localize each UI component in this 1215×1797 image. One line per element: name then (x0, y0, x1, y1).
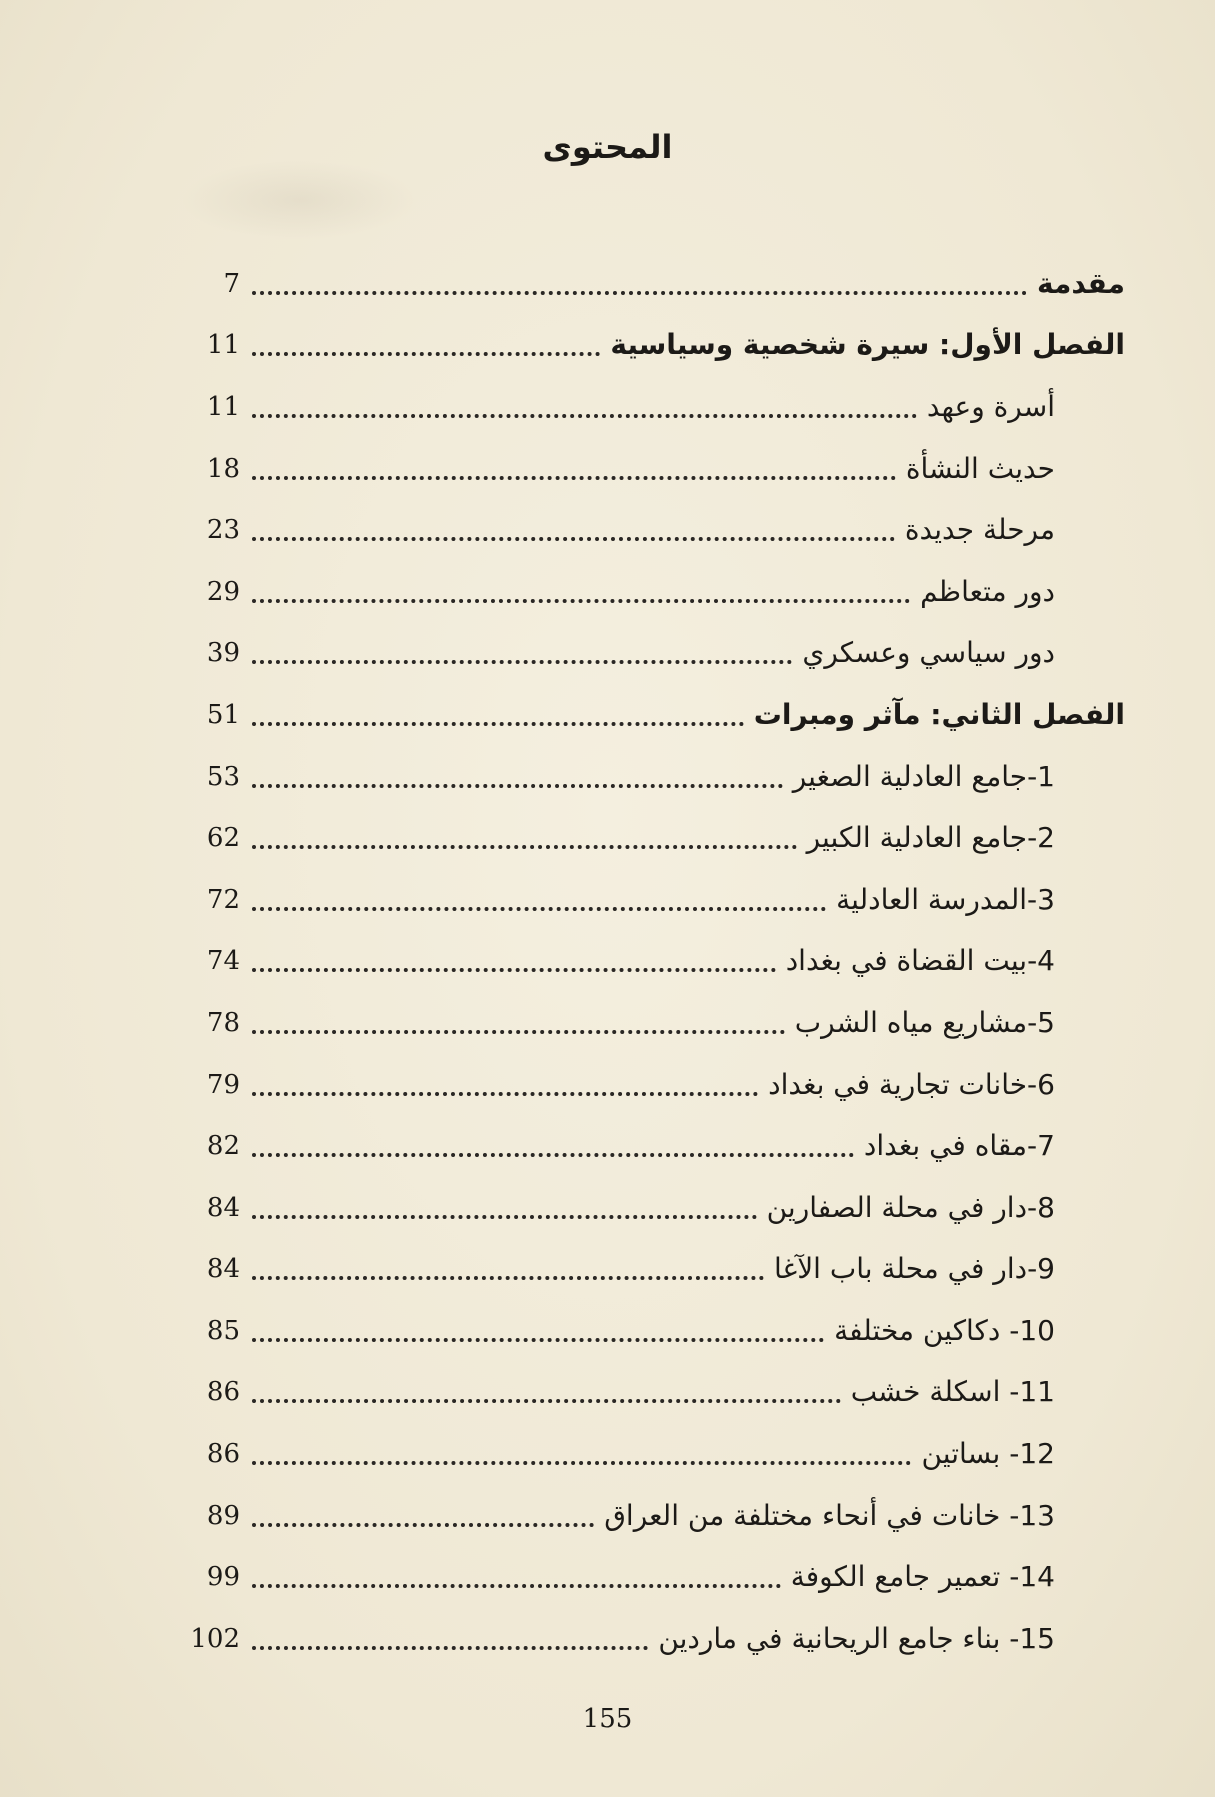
toc-title: المحتوى (542, 128, 673, 166)
dot-leader (252, 597, 910, 603)
toc-entry-page: 39 (206, 638, 240, 669)
toc-entry-label: 7-مقاه في بغداد (863, 1129, 1055, 1163)
toc-entry-label: 15- بناء جامع الريحانية في ماردين (658, 1621, 1055, 1655)
dot-leader (252, 412, 917, 418)
toc-entry-page: 89 (206, 1500, 240, 1531)
toc-entry-page: 74 (206, 946, 240, 977)
toc-entry-page: 51 (206, 699, 240, 730)
toc-entry-page: 78 (206, 1007, 240, 1038)
toc-entry-label: 9-دار في محلة باب الآغا (774, 1252, 1055, 1286)
dot-leader (252, 966, 776, 972)
dot-leader (252, 1213, 757, 1219)
toc-entry-page: 86 (206, 1439, 240, 1470)
table-of-contents (0, 253, 1215, 1670)
toc-entry (0, 931, 1215, 993)
toc-entry-label: 13- خانات في أنحاء مختلفة من العراق (604, 1498, 1055, 1532)
toc-entry (0, 1115, 1215, 1177)
dot-leader (252, 843, 797, 849)
toc-entry-label: 10- دكاكين مختلفة (834, 1313, 1055, 1347)
toc-entry-label: حديث النشأة (905, 451, 1055, 485)
toc-entry (0, 869, 1215, 931)
toc-entry-page: 84 (206, 1192, 240, 1223)
toc-entry-page: 11 (206, 391, 240, 422)
toc-entry-page: 23 (206, 515, 240, 546)
toc-entry-label: 1-جامع العادلية الصغير (792, 759, 1055, 793)
toc-entry (0, 992, 1215, 1054)
dot-leader (252, 350, 600, 356)
toc-entry-page: 29 (206, 576, 240, 607)
page-number: 155 (582, 1704, 633, 1734)
toc-entry-page: 79 (206, 1069, 240, 1100)
dot-leader (252, 535, 895, 541)
dot-leader (252, 658, 792, 664)
dot-leader (252, 1459, 911, 1465)
toc-entry (0, 1608, 1215, 1670)
toc-entry-label: الفصل الثاني: مآثر ومبرات (753, 697, 1125, 731)
toc-entry (0, 807, 1215, 869)
toc-entry (0, 1362, 1215, 1424)
dot-leader (252, 1028, 785, 1034)
toc-entry-page: 86 (206, 1377, 240, 1408)
dot-leader (252, 1336, 824, 1342)
toc-entry-page: 102 (190, 1623, 240, 1654)
dot-leader (252, 289, 1027, 295)
toc-entry-page: 53 (206, 761, 240, 792)
toc-entry-page: 82 (206, 1131, 240, 1162)
toc-entry-page: 11 (206, 330, 240, 361)
toc-entry-label: مرحلة جديدة (904, 513, 1055, 547)
toc-entry (0, 684, 1215, 746)
dot-leader (252, 1274, 764, 1280)
toc-entry-label: دور متعاظم (920, 574, 1055, 608)
toc-entry (0, 315, 1215, 377)
dot-leader (252, 1582, 781, 1588)
dot-leader (252, 720, 744, 726)
toc-entry (0, 746, 1215, 808)
dot-leader (252, 1397, 841, 1403)
toc-entry-page: 72 (206, 884, 240, 915)
toc-entry-label: 12- بساتين (921, 1437, 1055, 1471)
toc-entry-label: مقدمة (1037, 266, 1125, 300)
dot-leader (252, 1521, 594, 1527)
dot-leader (252, 1644, 648, 1650)
toc-entry (0, 1054, 1215, 1116)
toc-entry (0, 438, 1215, 500)
toc-entry-label: 6-خانات تجارية في بغداد (768, 1067, 1055, 1101)
toc-entry-label: 3-المدرسة العادلية (836, 882, 1055, 916)
toc-entry-label: 14- تعمير جامع الكوفة (790, 1560, 1055, 1594)
toc-entry-page: 7 (223, 268, 240, 299)
toc-entry (0, 499, 1215, 561)
toc-entry (0, 1485, 1215, 1547)
toc-entry-label: 5-مشاريع مياه الشرب (794, 1005, 1055, 1039)
toc-entry-label: الفصل الأول: سيرة شخصية وسياسية (610, 328, 1125, 362)
toc-entry-page: 84 (206, 1254, 240, 1285)
toc-entry (0, 1239, 1215, 1301)
toc-entry-label: 2-جامع العادلية الكبير (806, 821, 1055, 855)
toc-entry-page: 99 (206, 1562, 240, 1593)
toc-entry-page: 62 (206, 823, 240, 854)
toc-entry-label: أسرة وعهد (926, 389, 1055, 423)
toc-entry (0, 1546, 1215, 1608)
toc-entry-label: دور سياسي وعسكري (802, 636, 1055, 670)
toc-entry (0, 253, 1215, 315)
toc-entry-page: 85 (206, 1315, 240, 1346)
dot-leader (252, 474, 896, 480)
toc-entry-label: 4-بيت القضاة في بغداد (785, 944, 1055, 978)
dot-leader (252, 905, 826, 911)
dot-leader (252, 1090, 758, 1096)
toc-entry (0, 1300, 1215, 1362)
page-smudge (180, 160, 420, 240)
dot-leader (252, 1151, 854, 1157)
toc-entry-page: 18 (206, 453, 240, 484)
dot-leader (252, 782, 783, 788)
toc-entry-label: 11- اسكلة خشب (850, 1375, 1055, 1409)
toc-entry (0, 1423, 1215, 1485)
toc-entry (0, 1177, 1215, 1239)
toc-entry (0, 561, 1215, 623)
toc-entry (0, 623, 1215, 685)
toc-entry-label: 8-دار في محلة الصفارين (766, 1190, 1055, 1224)
toc-entry (0, 376, 1215, 438)
